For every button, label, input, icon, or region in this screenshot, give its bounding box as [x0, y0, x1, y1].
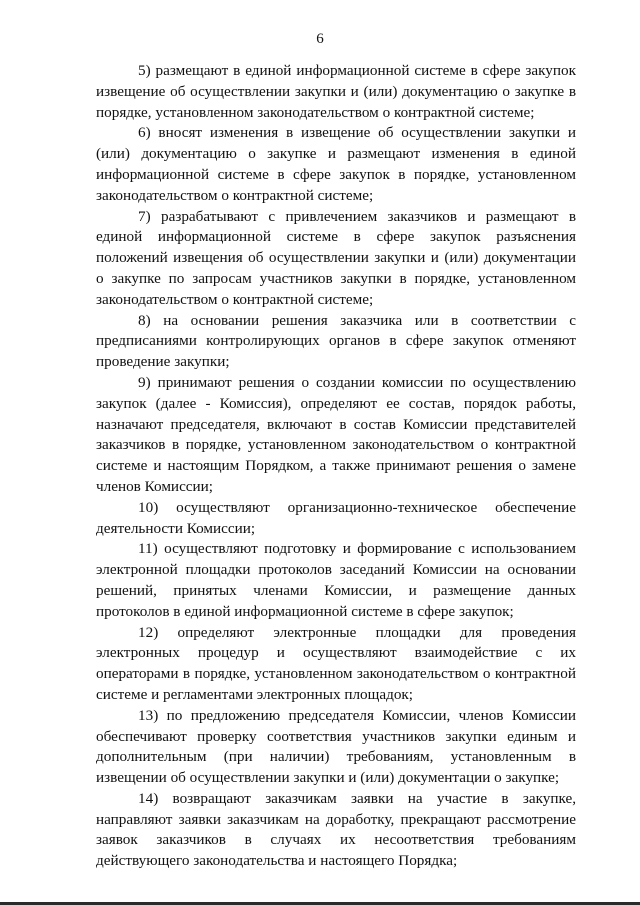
page-number: 6 — [316, 31, 324, 47]
paragraph-item-13: 13) по предложению председателя Комиссии, членов Комиссии обеспечивают проверку соответствия участников закупки единым и дополнительным (при наличии) требованиям, установленным в извещении об осуществлении закупки и (или) документации о закупке; — [96, 706, 576, 787]
paragraph-item-14: 14) возвращают заказчикам заявки на участие в закупке, направляют заявки заказчикам на доработку, прекращают рассмотрение заявок заказчиков в случаях их несоответствия требованиям действующего законодательства и настоящего Порядка; — [96, 789, 576, 870]
paragraph-item-7: 7) разрабатывают с привлечением заказчиков и размещают в единой информационной системе в сфере закупок разъяснения положений извещения об осуществлении закупки и (или) документации о закупке по запросам участников закупки в порядке, установленном законодательством о контрактной системе; — [96, 207, 576, 308]
document-body — [96, 61, 576, 872]
paragraph-item-12: 12) определяют электронные площадки для проведения электронных процедур и осуществляют взаимодействие с их операторами в порядке, установленном законодательством о контрактной системе и регламентами электронных площадок; — [96, 623, 576, 703]
paragraph-item-8: 8) на основании решения заказчика или в соответствии с предписаниями контролирующих органов в сфере закупок отменяют проведение закупки; — [96, 311, 576, 371]
paragraph-item-6: 6) вносят изменения в извещение об осуществлении закупки и (или) документацию о закупке и размещают изменения в единой информационной системе в сфере закупок в порядке, установленном законодательством о контрактной системе; — [96, 124, 576, 204]
paragraph-item-11: 11) осуществляют подготовку и формирование с использованием электронной площадки протоколов заседаний Комиссии на основании решений, принятых членами Комиссии, и размещение данных протоколов в единой информационной системе в сфере закупок; — [96, 540, 576, 620]
paragraph-item-10: 10) осуществляют организационно-техническое обеспечение деятельности Комиссии; — [96, 498, 576, 537]
paragraph-item-9: 9) принимают решения о создании комиссии по осуществлению закупок (далее - Комиссия), определяют ее состав, порядок работы, назначают председателя, включают в состав Комиссии представителей заказчиков в порядке, установленном законодательством о контрактной системе и настоящим Порядком, а также принимают решения о замене членов Комиссии; — [96, 373, 576, 495]
paragraph-item-5: 5) размещают в единой информационной системе в сфере закупок извещение об осуществлении закупки и (или) документацию о закупке в порядке, установленном законодательством о контрактной системе; — [96, 62, 576, 121]
